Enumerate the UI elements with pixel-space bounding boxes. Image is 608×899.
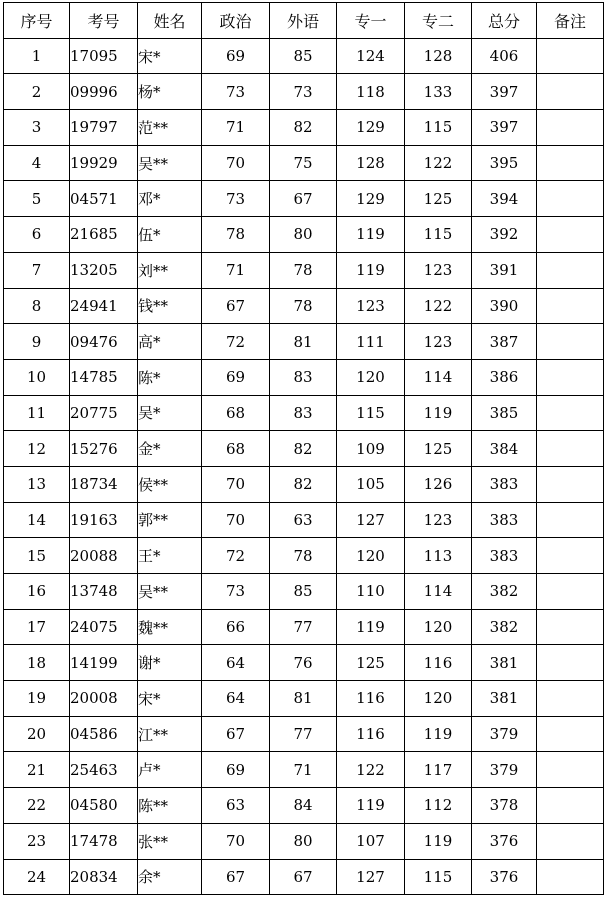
cell-total: 382 — [472, 574, 537, 610]
cell-total: 390 — [472, 288, 537, 324]
cell-exam-id: 19797 — [70, 110, 138, 146]
cell-major1: 127 — [337, 502, 405, 538]
cell-note — [537, 466, 604, 502]
cell-total: 394 — [472, 181, 537, 217]
cell-seq: 4 — [4, 145, 70, 181]
cell-note — [537, 395, 604, 431]
cell-major1: 120 — [337, 359, 405, 395]
cell-exam-id: 15276 — [70, 431, 138, 467]
cell-total: 397 — [472, 110, 537, 146]
cell-note — [537, 823, 604, 859]
header-major1: 专一 — [337, 3, 405, 39]
table-row — [4, 859, 604, 895]
cell-seq: 17 — [4, 609, 70, 645]
cell-major2: 115 — [405, 859, 472, 895]
table-row — [4, 252, 604, 288]
header-name: 姓名 — [138, 3, 202, 39]
cell-major1: 115 — [337, 395, 405, 431]
cell-exam-id: 25463 — [70, 752, 138, 788]
cell-total: 379 — [472, 716, 537, 752]
table-row — [4, 788, 604, 824]
cell-major2: 123 — [405, 502, 472, 538]
cell-politics: 70 — [202, 145, 270, 181]
cell-name: 吴** — [138, 145, 202, 181]
cell-exam-id: 20834 — [70, 859, 138, 895]
cell-seq: 3 — [4, 110, 70, 146]
cell-language: 84 — [270, 788, 337, 824]
cell-name: 江** — [138, 716, 202, 752]
cell-name: 杨* — [138, 74, 202, 110]
cell-exam-id: 13748 — [70, 574, 138, 610]
cell-politics: 70 — [202, 466, 270, 502]
cell-major1: 105 — [337, 466, 405, 502]
table-row — [4, 574, 604, 610]
cell-name: 余* — [138, 859, 202, 895]
score-table-body — [4, 38, 604, 895]
cell-name: 王* — [138, 538, 202, 574]
cell-politics: 71 — [202, 110, 270, 146]
cell-language: 81 — [270, 324, 337, 360]
table-row — [4, 74, 604, 110]
cell-major1: 127 — [337, 859, 405, 895]
cell-politics: 63 — [202, 788, 270, 824]
cell-note — [537, 574, 604, 610]
cell-major2: 119 — [405, 395, 472, 431]
cell-note — [537, 645, 604, 681]
cell-language: 85 — [270, 574, 337, 610]
cell-exam-id: 04580 — [70, 788, 138, 824]
cell-major2: 125 — [405, 181, 472, 217]
cell-seq: 5 — [4, 181, 70, 217]
cell-politics: 64 — [202, 681, 270, 717]
cell-politics: 70 — [202, 502, 270, 538]
cell-note — [537, 788, 604, 824]
cell-major1: 125 — [337, 645, 405, 681]
cell-language: 78 — [270, 288, 337, 324]
cell-language: 83 — [270, 359, 337, 395]
cell-politics: 67 — [202, 859, 270, 895]
cell-major1: 129 — [337, 181, 405, 217]
cell-name: 魏** — [138, 609, 202, 645]
cell-major1: 118 — [337, 74, 405, 110]
table-row — [4, 145, 604, 181]
cell-exam-id: 09476 — [70, 324, 138, 360]
cell-major2: 120 — [405, 681, 472, 717]
cell-name: 郭** — [138, 502, 202, 538]
cell-total: 383 — [472, 466, 537, 502]
cell-name: 宋* — [138, 38, 202, 74]
cell-name: 金* — [138, 431, 202, 467]
table-row — [4, 359, 604, 395]
cell-language: 80 — [270, 823, 337, 859]
cell-language: 85 — [270, 38, 337, 74]
cell-name: 张** — [138, 823, 202, 859]
cell-major2: 120 — [405, 609, 472, 645]
cell-major2: 123 — [405, 324, 472, 360]
cell-seq: 15 — [4, 538, 70, 574]
cell-name: 陈** — [138, 788, 202, 824]
table-row — [4, 324, 604, 360]
cell-major2: 119 — [405, 823, 472, 859]
cell-major1: 119 — [337, 788, 405, 824]
cell-seq: 11 — [4, 395, 70, 431]
cell-note — [537, 752, 604, 788]
cell-note — [537, 324, 604, 360]
cell-name: 吴* — [138, 395, 202, 431]
cell-major1: 107 — [337, 823, 405, 859]
cell-major2: 116 — [405, 645, 472, 681]
cell-politics: 69 — [202, 359, 270, 395]
cell-major2: 114 — [405, 359, 472, 395]
cell-total: 395 — [472, 145, 537, 181]
cell-major1: 109 — [337, 431, 405, 467]
cell-name: 吴** — [138, 574, 202, 610]
table-row — [4, 502, 604, 538]
cell-major1: 119 — [337, 217, 405, 253]
cell-language: 71 — [270, 752, 337, 788]
table-row — [4, 645, 604, 681]
cell-politics: 67 — [202, 716, 270, 752]
cell-exam-id: 20088 — [70, 538, 138, 574]
cell-major1: 128 — [337, 145, 405, 181]
cell-total: 383 — [472, 502, 537, 538]
cell-major1: 110 — [337, 574, 405, 610]
cell-major2: 113 — [405, 538, 472, 574]
cell-major1: 123 — [337, 288, 405, 324]
table-row — [4, 752, 604, 788]
cell-language: 77 — [270, 609, 337, 645]
cell-total: 397 — [472, 74, 537, 110]
cell-exam-id: 18734 — [70, 466, 138, 502]
cell-exam-id: 24075 — [70, 609, 138, 645]
cell-total: 378 — [472, 788, 537, 824]
cell-language: 75 — [270, 145, 337, 181]
cell-exam-id: 14785 — [70, 359, 138, 395]
header-language: 外语 — [270, 3, 337, 39]
cell-seq: 9 — [4, 324, 70, 360]
cell-note — [537, 609, 604, 645]
cell-language: 81 — [270, 681, 337, 717]
cell-language: 63 — [270, 502, 337, 538]
cell-major1: 119 — [337, 609, 405, 645]
cell-total: 376 — [472, 859, 537, 895]
cell-exam-id: 14199 — [70, 645, 138, 681]
cell-name: 高* — [138, 324, 202, 360]
cell-exam-id: 19929 — [70, 145, 138, 181]
table-row — [4, 609, 604, 645]
cell-major2: 114 — [405, 574, 472, 610]
cell-major1: 111 — [337, 324, 405, 360]
cell-politics: 72 — [202, 324, 270, 360]
cell-major2: 115 — [405, 217, 472, 253]
cell-major2: 123 — [405, 252, 472, 288]
cell-seq: 21 — [4, 752, 70, 788]
cell-seq: 10 — [4, 359, 70, 395]
cell-seq: 1 — [4, 38, 70, 74]
cell-politics: 68 — [202, 395, 270, 431]
cell-note — [537, 181, 604, 217]
cell-exam-id: 20008 — [70, 681, 138, 717]
cell-politics: 73 — [202, 74, 270, 110]
cell-name: 刘** — [138, 252, 202, 288]
cell-politics: 72 — [202, 538, 270, 574]
cell-exam-id: 19163 — [70, 502, 138, 538]
cell-language: 82 — [270, 110, 337, 146]
cell-exam-id: 21685 — [70, 217, 138, 253]
header-exam-id: 考号 — [70, 3, 138, 39]
cell-total: 387 — [472, 324, 537, 360]
table-row — [4, 823, 604, 859]
cell-language: 78 — [270, 538, 337, 574]
table-row — [4, 38, 604, 74]
cell-language: 80 — [270, 217, 337, 253]
cell-politics: 67 — [202, 288, 270, 324]
cell-note — [537, 716, 604, 752]
cell-note — [537, 217, 604, 253]
cell-total: 391 — [472, 252, 537, 288]
table-row — [4, 716, 604, 752]
cell-seq: 18 — [4, 645, 70, 681]
cell-name: 范** — [138, 110, 202, 146]
cell-total: 385 — [472, 395, 537, 431]
cell-note — [537, 288, 604, 324]
cell-politics: 70 — [202, 823, 270, 859]
cell-total: 381 — [472, 681, 537, 717]
cell-exam-id: 20775 — [70, 395, 138, 431]
table-row — [4, 181, 604, 217]
cell-seq: 6 — [4, 217, 70, 253]
cell-language: 78 — [270, 252, 337, 288]
cell-seq: 24 — [4, 859, 70, 895]
header-row — [4, 3, 604, 39]
cell-major1: 116 — [337, 716, 405, 752]
cell-politics: 68 — [202, 431, 270, 467]
cell-major1: 124 — [337, 38, 405, 74]
table-row — [4, 395, 604, 431]
cell-seq: 12 — [4, 431, 70, 467]
cell-total: 384 — [472, 431, 537, 467]
cell-politics: 64 — [202, 645, 270, 681]
cell-language: 82 — [270, 431, 337, 467]
cell-seq: 13 — [4, 466, 70, 502]
cell-exam-id: 04586 — [70, 716, 138, 752]
cell-major2: 125 — [405, 431, 472, 467]
table-row — [4, 110, 604, 146]
cell-language: 82 — [270, 466, 337, 502]
cell-major2: 115 — [405, 110, 472, 146]
cell-language: 67 — [270, 859, 337, 895]
cell-total: 383 — [472, 538, 537, 574]
cell-major1: 129 — [337, 110, 405, 146]
table-row — [4, 466, 604, 502]
cell-name: 谢* — [138, 645, 202, 681]
cell-politics: 71 — [202, 252, 270, 288]
cell-name: 钱** — [138, 288, 202, 324]
cell-politics: 73 — [202, 181, 270, 217]
cell-seq: 20 — [4, 716, 70, 752]
cell-note — [537, 431, 604, 467]
cell-note — [537, 74, 604, 110]
score-table — [3, 2, 604, 895]
cell-major2: 112 — [405, 788, 472, 824]
cell-seq: 7 — [4, 252, 70, 288]
cell-major2: 133 — [405, 74, 472, 110]
cell-exam-id: 17095 — [70, 38, 138, 74]
cell-language: 67 — [270, 181, 337, 217]
cell-language: 83 — [270, 395, 337, 431]
cell-politics: 69 — [202, 38, 270, 74]
cell-seq: 23 — [4, 823, 70, 859]
cell-total: 382 — [472, 609, 537, 645]
cell-exam-id: 09996 — [70, 74, 138, 110]
table-row — [4, 431, 604, 467]
cell-major2: 128 — [405, 38, 472, 74]
cell-language: 77 — [270, 716, 337, 752]
cell-politics: 69 — [202, 752, 270, 788]
header-note: 备注 — [537, 3, 604, 39]
cell-total: 392 — [472, 217, 537, 253]
cell-note — [537, 681, 604, 717]
cell-note — [537, 145, 604, 181]
cell-exam-id: 04571 — [70, 181, 138, 217]
cell-total: 379 — [472, 752, 537, 788]
cell-major1: 120 — [337, 538, 405, 574]
cell-major1: 119 — [337, 252, 405, 288]
cell-seq: 2 — [4, 74, 70, 110]
header-major2: 专二 — [405, 3, 472, 39]
cell-language: 73 — [270, 74, 337, 110]
cell-seq: 19 — [4, 681, 70, 717]
table-row — [4, 681, 604, 717]
cell-note — [537, 252, 604, 288]
cell-politics: 66 — [202, 609, 270, 645]
table-row — [4, 538, 604, 574]
cell-seq: 16 — [4, 574, 70, 610]
header-total: 总分 — [472, 3, 537, 39]
cell-major1: 116 — [337, 681, 405, 717]
cell-major2: 122 — [405, 288, 472, 324]
cell-name: 卢* — [138, 752, 202, 788]
cell-note — [537, 502, 604, 538]
cell-total: 406 — [472, 38, 537, 74]
cell-total: 386 — [472, 359, 537, 395]
cell-total: 376 — [472, 823, 537, 859]
cell-major2: 119 — [405, 716, 472, 752]
cell-note — [537, 859, 604, 895]
cell-politics: 73 — [202, 574, 270, 610]
cell-seq: 8 — [4, 288, 70, 324]
cell-seq: 14 — [4, 502, 70, 538]
table-row — [4, 217, 604, 253]
cell-name: 邓* — [138, 181, 202, 217]
cell-note — [537, 38, 604, 74]
cell-major2: 117 — [405, 752, 472, 788]
cell-note — [537, 359, 604, 395]
cell-note — [537, 110, 604, 146]
cell-name: 侯** — [138, 466, 202, 502]
cell-major2: 126 — [405, 466, 472, 502]
cell-seq: 22 — [4, 788, 70, 824]
cell-name: 陈* — [138, 359, 202, 395]
cell-exam-id: 17478 — [70, 823, 138, 859]
header-politics: 政治 — [202, 3, 270, 39]
cell-total: 381 — [472, 645, 537, 681]
cell-exam-id: 13205 — [70, 252, 138, 288]
cell-major2: 122 — [405, 145, 472, 181]
cell-language: 76 — [270, 645, 337, 681]
cell-note — [537, 538, 604, 574]
table-row — [4, 288, 604, 324]
cell-name: 伍* — [138, 217, 202, 253]
cell-major1: 122 — [337, 752, 405, 788]
cell-exam-id: 24941 — [70, 288, 138, 324]
cell-politics: 78 — [202, 217, 270, 253]
header-seq: 序号 — [4, 3, 70, 39]
cell-name: 宋* — [138, 681, 202, 717]
